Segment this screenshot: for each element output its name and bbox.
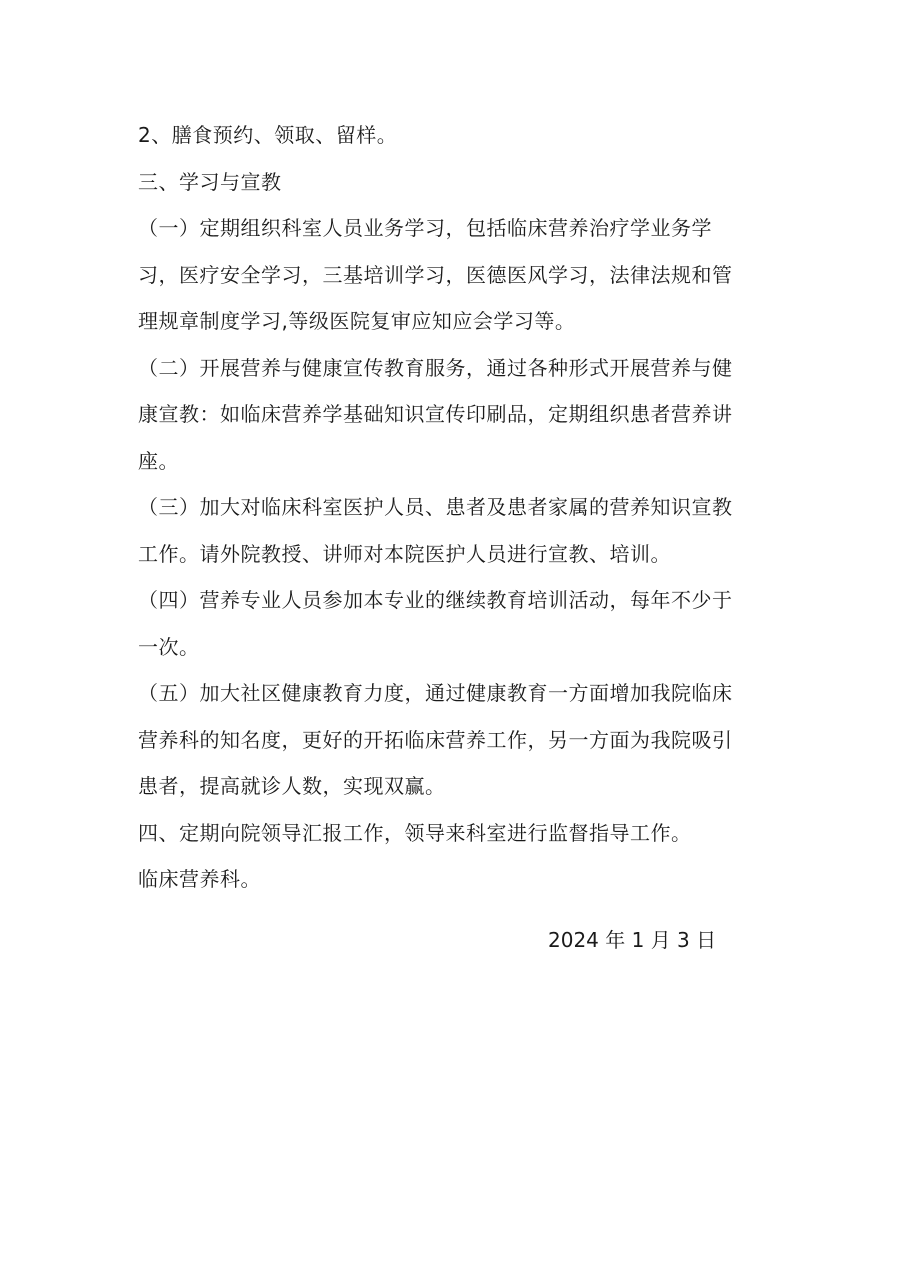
section-4-line: 四、定期向院领导汇报工作，领导来科室进行监督指导工作。 (138, 820, 692, 845)
paragraph-2-line-2: 康宣教：如临床营养学基础知识宣传印刷品，定期组织患者营养讲 (138, 402, 733, 426)
paragraph-1-line-2: 习，医疗安全学习，三基培训学习，医德医风学习，法律法规和管 (138, 262, 733, 287)
section-3-heading: 三、学习与宣教 (138, 169, 282, 194)
paragraph-2-line-1: （二）开展营养与健康宣传教育服务，通过各种形式开展营养与健 (138, 355, 733, 380)
paragraph-5-line-1: （五）加大社区健康教育力度，通过健康教育一方面增加我院临床 (138, 681, 733, 705)
paragraph-4-line-2: 一次。 (138, 634, 200, 659)
item-2-line: 2、膳食预约、领取、留样。 (138, 123, 398, 147)
paragraph-1-line-3: 理规章制度学习,等级医院复审应知应会学习等。 (138, 309, 576, 333)
paragraph-3-line-1: （三）加大对临床科室医护人员、患者及患者家属的营养知识宣教 (138, 495, 733, 519)
paragraph-5-line-2: 营养科的知名度，更好的开拓临床营养工作，另一方面为我院吸引 (138, 727, 733, 752)
paragraph-2-line-3: 座。 (138, 448, 179, 473)
signature-date: 2024 年 1 月 3 日 (548, 928, 717, 952)
paragraph-1-line-1: （一）定期组织科室人员业务学习，包括临床营养治疗学业务学 (138, 216, 712, 240)
paragraph-4-line-1: （四）营养专业人员参加本专业的继续教育培训活动，每年不少于 (138, 588, 733, 612)
paragraph-3-line-2: 工作。请外院教授、讲师对本院医护人员进行宣教、培训。 (138, 541, 671, 566)
paragraph-5-line-3: 患者，提高就诊人数，实现双赢。 (138, 774, 446, 798)
signature-department: 临床营养科。 (138, 867, 261, 891)
document-body (138, 112, 758, 903)
